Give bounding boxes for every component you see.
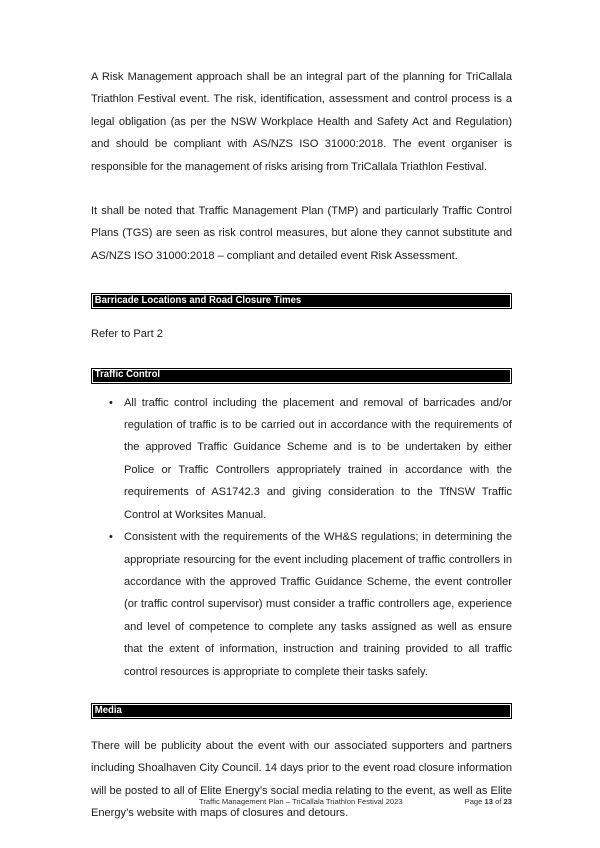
heading-spacer (91, 309, 512, 323)
section-heading-traffic-control (91, 368, 512, 384)
footer-total-pages: 23 (503, 797, 512, 806)
media-body-text: There will be publicity about the event with our associated supporters and partners including Shoalhaven City Council. 14 days prior to the event road closure information will be posted to all of Elite Energy’s social media relating to the event, as well as Elite Energy’s website with maps of closures and detours. (91, 739, 512, 820)
section-spacer (91, 346, 512, 368)
footer-document-title: Traffic Management Plan – TriCallala Triathlon Festival 2023 (199, 797, 403, 806)
section-heading-barricade-label: Barricade Locations and Road Closure Times (94, 295, 302, 307)
section-heading-barricade (91, 293, 512, 309)
heading-spacer (91, 384, 512, 392)
barricade-body-text: Refer to Part 2 (91, 328, 163, 341)
list-item-text: Consistent with the requirements of the WH&S regulations; in determining the appropriate resourcing for the event including placement of traffic controllers in accordance with the approved Traffic Guidance Scheme, the event controller (or traffic control supervisor) must consider a traffic controllers age, experience and level of competence to complete any tasks assigned as well as ensure that the extent of information, instruction and training provided to all traffic control resources is appropriate to complete their tasks safely. (124, 531, 512, 678)
paragraph-spacer (91, 178, 512, 200)
traffic-control-bullet-list (91, 392, 512, 683)
heading-spacer (91, 719, 512, 735)
list-item (91, 392, 512, 526)
bullet-marker-icon: • (109, 396, 113, 409)
tmp-tgs-paragraph: It shall be noted that Traffic Management Plan (TMP) and particularly Traffic Control Plans (TGS) are seen as risk control measures, but alone they cannot substitute and AS/NZS ISO 31000:2018 – compliant and detailed event Risk Assessment. (91, 205, 512, 262)
footer-page-prefix: Page (464, 797, 483, 806)
section-heading-traffic-control-label: Traffic Control (94, 369, 161, 381)
section-heading-media-label: Media (94, 704, 122, 716)
bullet-marker-icon: • (109, 531, 113, 544)
footer-page-indicator (465, 797, 512, 806)
section-spacer (91, 267, 512, 293)
section-heading-media (91, 703, 512, 719)
list-item-text: All traffic control including the placement and removal of barricades and/or regulation of traffic is to be carried out in accordance with the requirements of the approved Traffic Guidance Scheme and is to be undertaken by either Police or Traffic Controllers appropriately trained in accordance with the requirements of AS1742.3 and giving consideration to the TfNSW Traffic Control at Worksites Manual. (124, 396, 512, 521)
footer-page-of: of (495, 797, 502, 806)
section-spacer (91, 683, 512, 703)
page-footer (91, 797, 512, 806)
list-item (91, 526, 512, 683)
page-content (91, 66, 512, 825)
risk-management-paragraph: A Risk Management approach shall be an integral part of the planning for TriCallala Triathlon Festival event. The risk, identification, assessment and control process is a legal obligation (as per the NSW Workplace Health and Safety Act and Regulation) and should be compliant with AS/NZS ISO 31000:2018. The event organiser is responsible for the management of risks arising from TriCallala Triathlon Festival. (91, 71, 512, 173)
footer-page-number: 13 (484, 797, 493, 806)
